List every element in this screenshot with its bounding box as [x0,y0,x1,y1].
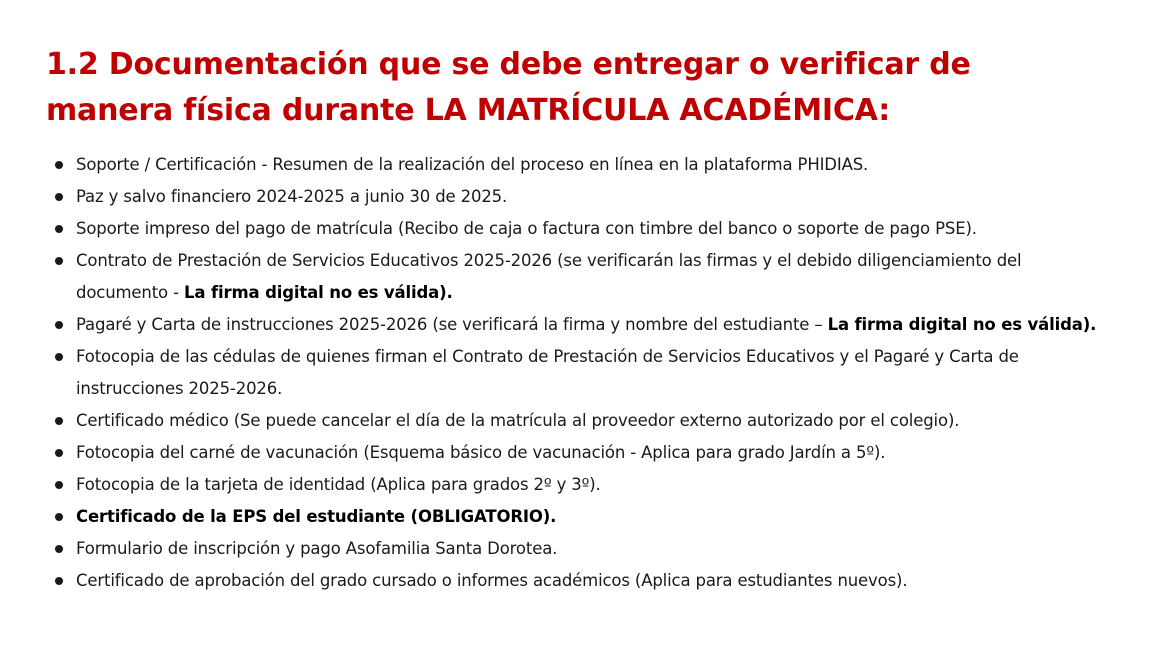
list-item [0,501,1106,533]
list-item [0,437,1106,469]
list-item-text: Paz y salvo financiero 2024-2025 a junio 30 de 2025. [76,187,508,206]
list-item-text: Soporte / Certificación - Resumen de la realización del proceso en línea en la plataforma PHIDIAS. [76,155,869,174]
list-item-text: Fotocopia del carné de vacunación (Esquema básico de vacunación - Aplica para grado Jardín a 5º). [76,443,886,462]
list-item [0,405,1106,437]
list-item [0,181,1106,213]
list-item [0,565,1106,597]
list-item [0,309,1106,341]
list-item-text: Certificado médico (Se puede cancelar el día de la matrícula al proveedor externo autorizado por el colegio). [76,411,960,430]
list-item-bold-text: La firma digital no es válida). [184,283,453,302]
section-heading-line-1: 1.2 Documentación que se debe entregar o verificar de [46,47,971,82]
required-documents-list [0,149,1176,597]
list-item [0,213,1106,245]
list-item-text: Certificado de aprobación del grado cursado o informes académicos (Aplica para estudiantes nuevos). [76,571,908,590]
section-heading [46,42,1146,134]
list-item [0,341,1106,405]
section-heading-line-2: manera física durante LA MATRÍCULA ACADÉMICA: [46,93,891,128]
list-item-text: Contrato de Prestación de Servicios Educativos 2025-2026 (se verificarán las firmas y el debido diligenciamiento del documento - [76,251,1022,302]
list-item-text: Formulario de inscripción y pago Asofamilia Santa Dorotea. [76,539,558,558]
list-item-text: Soporte impreso del pago de matrícula (Recibo de caja o factura con timbre del banco o soporte de pago PSE). [76,219,977,238]
list-item [0,245,1106,309]
list-item-text: Pagaré y Carta de instrucciones 2025-2026 (se verificará la firma y nombre del estudiante – [76,315,828,334]
list-item-bold-text: La firma digital no es válida). [827,315,1097,334]
list-item [0,533,1106,565]
list-item-text: Fotocopia de las cédulas de quienes firman el Contrato de Prestación de Servicios Educativos y el Pagaré y Carta de instrucciones 2025-2026. [76,347,1019,398]
list-item [0,469,1106,501]
list-item-text: Fotocopia de la tarjeta de identidad (Aplica para grados 2º y 3º). [76,475,601,494]
list-item-bold-text: Certificado de la EPS del estudiante (OBLIGATORIO). [76,507,557,526]
list-item [0,149,1106,181]
